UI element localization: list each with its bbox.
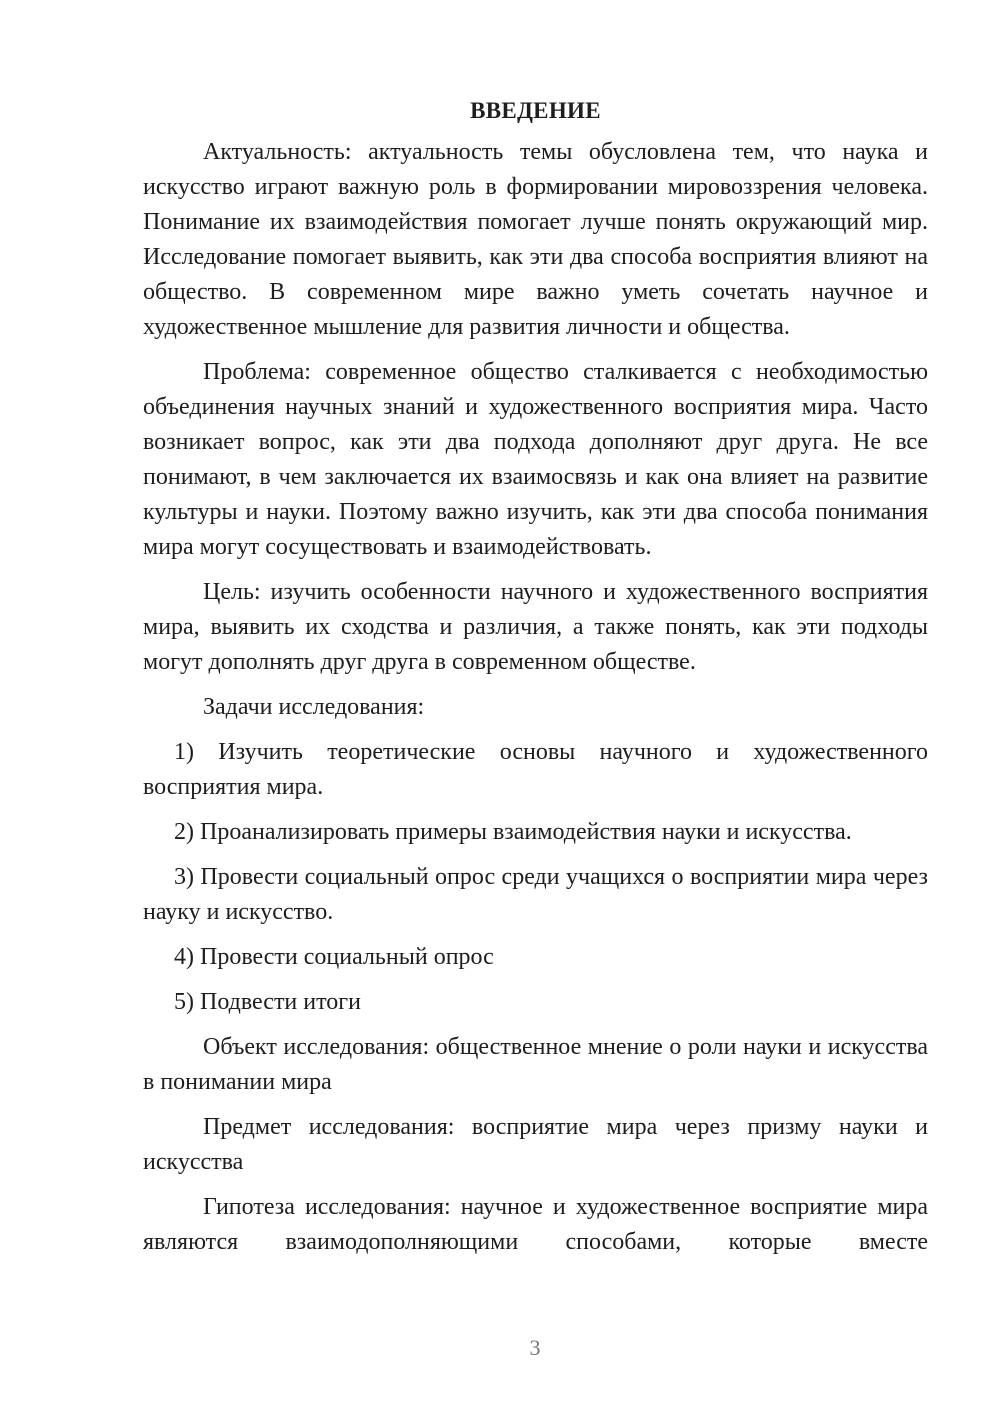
page-content: [143, 96, 928, 1270]
page-heading: ВВЕДЕНИЕ: [470, 98, 601, 123]
page-number: 3: [529, 1335, 541, 1360]
task-item: 3) Провести социальный опрос среди учащихся о восприятии мира через науку и искусство.: [143, 864, 928, 925]
task-item: 2) Проанализировать примеры взаимодействия науки и искусства.: [174, 819, 852, 845]
task-item: 5) Подвести итоги: [174, 989, 361, 1015]
goal-paragraph: Цель: изучить особенности научного и художественного восприятия мира, выявить их сходства и различия, а также понять, как эти подходы могут дополнять друг друга в современном обществе.: [143, 579, 928, 675]
relevance-paragraph: Актуальность: актуальность темы обусловлена тем, что наука и искусство играют важную роль в формировании мировоззрения человека. Понимание их взаимодействия помогает лучше понять окружающий мир. Исследование помогает выявить, как эти два способа восприятия влияют на общество. В современном мире важно уметь сочетать научное и художественное мышление для развития личности и общества.: [143, 139, 928, 340]
problem-paragraph: Проблема: современное общество сталкивается с необходимостью объединения научных знаний и художественного восприятия мира. Часто возникает вопрос, как эти два подхода дополняют друг друга. Не все понимают, в чем заключается их взаимосвязь и как она влияет на развитие культуры и науки. Поэтому важно изучить, как эти два способа понимания мира могут сосуществовать и взаимодействовать.: [143, 359, 928, 560]
hypothesis-paragraph: Гипотеза исследования: научное и художественное восприятие мира являются взаимодополняющими способами, которые вместе: [143, 1194, 928, 1255]
subject-paragraph: Предмет исследования: восприятие мира через призму науки и искусства: [143, 1114, 928, 1175]
task-item: 4) Провести социальный опрос: [174, 944, 494, 970]
task-item: 1) Изучить теоретические основы научного и художественного восприятия мира.: [143, 739, 928, 800]
tasks-title: Задачи исследования:: [203, 694, 425, 720]
object-paragraph: Объект исследования: общественное мнение о роли науки и искусства в понимании мира: [143, 1034, 928, 1095]
